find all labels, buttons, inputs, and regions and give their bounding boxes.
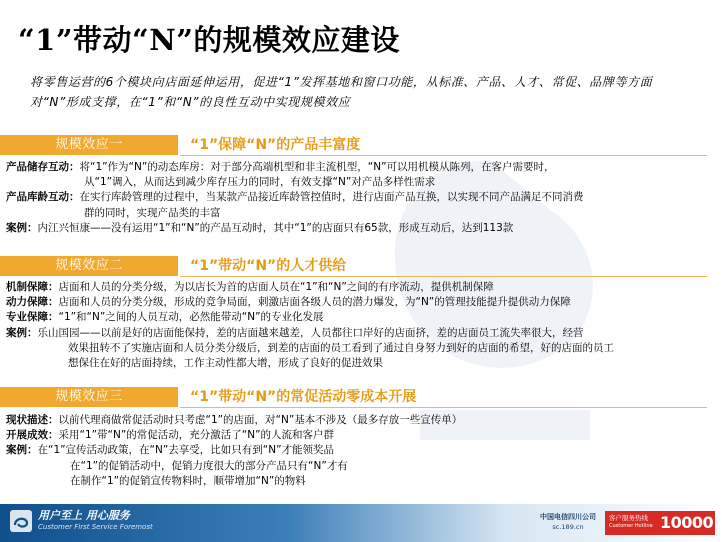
item-key: 动力保障： — [6, 296, 59, 309]
list-item — [6, 280, 696, 295]
hotline-label: 客户服务热线 — [609, 514, 648, 522]
page-title: “1”带动“N”的规模效应建设 — [18, 23, 400, 57]
list-item — [6, 310, 696, 325]
company-url: sc.189.cn — [552, 523, 584, 531]
footer-bar — [0, 504, 722, 542]
section-2-label: 规模效应二 — [0, 256, 178, 276]
list-item — [6, 428, 696, 443]
item-key: 案例： — [6, 221, 38, 234]
item-continuation: 在制作“1”的促销宣传物料时，顺带增加“N”的物料 — [70, 474, 306, 487]
section-2-title: “1”带动“N”的人才供给 — [190, 258, 347, 274]
section-2-divider — [180, 276, 707, 277]
item-text: 在实行库龄管理的过程中，当某款产品接近库龄管控值时，进行店面产品互换，以实现不同产品满足不同消费 — [79, 191, 584, 204]
list-item — [6, 221, 696, 236]
item-continuation: 在“1”的促销活动中，促销力度很大的部分产品只有“N”才有 — [70, 459, 348, 472]
footer-slogan-en: Customer First Service Foremost — [38, 523, 153, 531]
hotline-number: 10000 — [660, 513, 714, 532]
list-item — [6, 443, 696, 458]
section-3-body — [6, 413, 696, 489]
list-item — [6, 326, 696, 341]
company-name: 中国电信四川公司 — [540, 513, 596, 521]
section-1-label: 规模效应一 — [0, 135, 178, 155]
item-key: 机制保障： — [6, 281, 59, 293]
item-key: 专业保障： — [6, 311, 59, 324]
section-3-label: 规模效应三 — [0, 387, 178, 407]
item-continuation: 效果扭转不了实施店面和人员分类分级后，到差的店面的员工看到了通过自身努力到好的店面的希望，好的店面的员工 — [68, 341, 614, 354]
item-continuation: 群的同时，实现产品类的丰富 — [84, 206, 221, 219]
item-text: 店面和人员的分类分级，形成的竞争局面，刺激店面各级人员的潜力爆发，为“N”的管理技能提升提供动力保障 — [58, 296, 571, 309]
section-1-title: “1”保障“N”的产品丰富度 — [190, 137, 361, 153]
item-text: 店面和人员的分类分级，为以店长为首的店面人员在“1”和“N”之间的有序流动，提供机制保障 — [58, 281, 494, 293]
item-key: 案例： — [6, 444, 38, 457]
item-text: 内江兴恒康——没有运用“1”和“N”的产品互动时，其中“1”的店面只有65款，形成互动后，达到113款 — [37, 221, 514, 234]
section-3-title: “1”带动“N”的常促活动零成本开展 — [190, 389, 417, 405]
item-text: “1”和“N”之间的人员互动，必然能带动“N”的专业化发展 — [58, 311, 324, 324]
list-item — [6, 160, 696, 175]
item-key: 产品库龄互动： — [6, 191, 80, 204]
section-1-body — [6, 160, 696, 236]
item-continuation: 想保住在好的店面持续，工作主动性都大增，形成了良好的促进效果 — [68, 357, 383, 370]
item-key: 开展成效： — [6, 429, 59, 442]
footer-slogan: 用户至上 用心服务 — [38, 509, 130, 522]
item-continuation: 从“1”调入，从而达到减少库存压力的同时，有效支撑“N”对产品多样性需求 — [84, 176, 436, 189]
item-text: 将“1”作为“N”的动态库房：对于部分高端机型和非主流机型，“N”可以用机模从陈列，在客户需要时， — [79, 161, 555, 173]
item-key: 产品储存互动： — [6, 161, 80, 173]
list-item — [6, 295, 696, 310]
item-text: 在“1”宣传活动政策，在“N”去享受，比如只有到“N”才能领奖品 — [37, 444, 335, 457]
hotline-label-en: Customer Hotline — [609, 523, 653, 529]
intro-text: 将零售运营的6个模块向店面延伸运用，促进“1”发挥基地和窗口功能，从标准、产品、人才、常促、品牌等方面对“N”形成支撑，在“1”和“N”的良性互动中实现规模效应 — [30, 75, 653, 109]
item-text: 采用“1”带“N”的常促活动，充分激活了“N”的人流和客户群 — [58, 429, 335, 442]
item-text: 乐山国园——以前是好的店面能保持，差的店面越来越差，人员都往口岸好的店面挤，差的店面员工流失率很大，经营 — [37, 326, 584, 339]
section-1-divider — [180, 155, 707, 156]
hotline-badge — [605, 511, 715, 535]
list-item — [6, 413, 696, 428]
section-2-body — [6, 280, 696, 371]
item-text: 以前代理商做常促活动时只考虑“1”的店面，对“N”基本不涉及（最多存放一些宣传单） — [58, 414, 463, 426]
list-item — [6, 190, 696, 205]
item-key: 现状描述： — [6, 414, 59, 426]
brand-logo-icon — [10, 510, 32, 532]
section-3-divider — [180, 407, 707, 408]
item-key: 案例： — [6, 326, 38, 339]
